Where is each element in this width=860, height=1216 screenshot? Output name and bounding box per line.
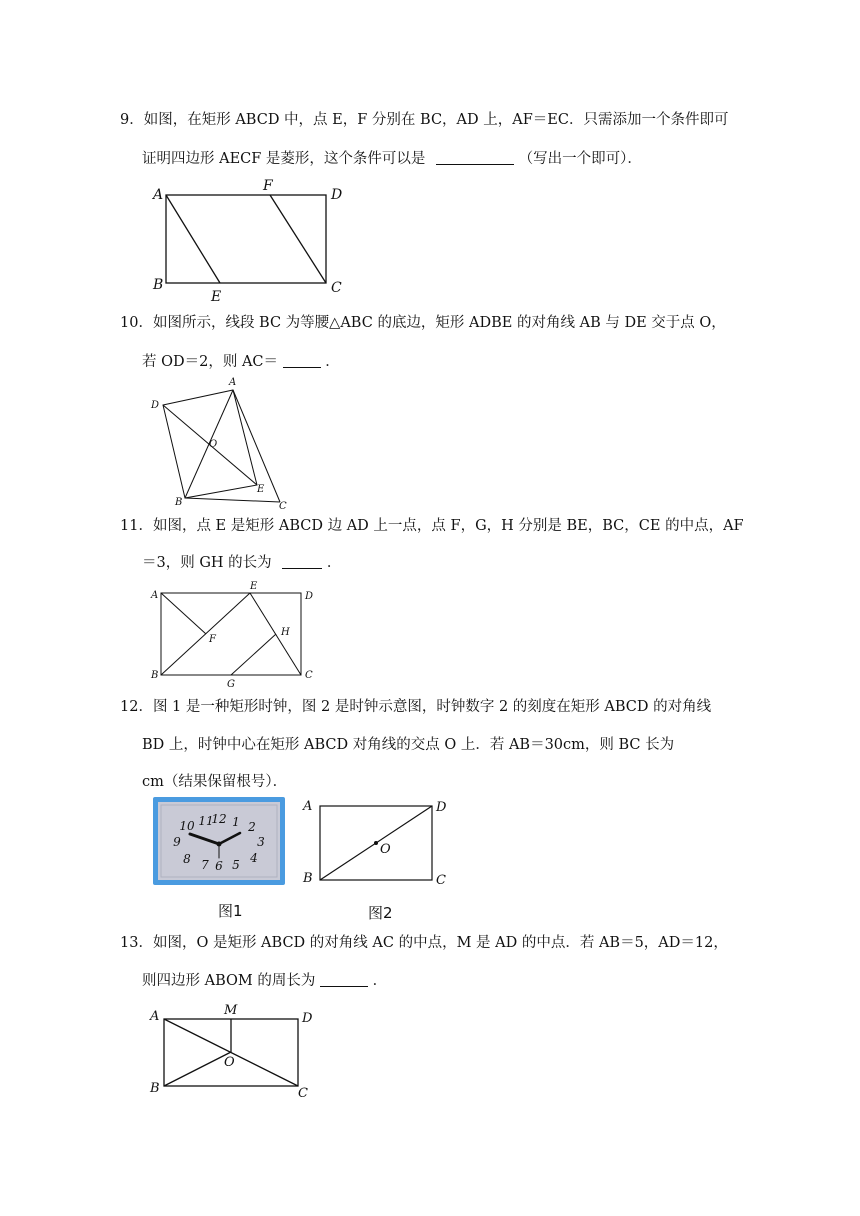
- question-9-line-2-tail: （写出一个即可）．: [518, 151, 642, 167]
- label-D: D: [151, 400, 160, 411]
- label-D: D: [331, 187, 343, 203]
- clock-number-6: 6: [215, 859, 223, 873]
- question-11-line-2: [142, 554, 341, 572]
- label-D: D: [436, 800, 447, 815]
- question-12-line-1: 12．图 1 是一种矩形时钟，图 2 是时钟示意图，时钟数字 2 的刻度在矩形 ABCD 的对角线: [120, 699, 712, 715]
- clock-photo: [152, 796, 286, 886]
- clock-number-8: 8: [183, 852, 191, 866]
- question-12-line-3: cm（结果保留根号）．: [142, 774, 288, 790]
- label-F: F: [209, 634, 216, 645]
- question-13-line-1: 13．如图，O 是矩形 ABCD 的对角线 AC 的中点，M 是 AD 的中点．若 AB＝5，AD＝12，: [120, 935, 728, 951]
- label-B: B: [303, 871, 313, 886]
- answer-blank-9[interactable]: [436, 150, 514, 165]
- question-10-line-1: 10．如图所示，线段 BC 为等腰△ABC 的底边，矩形 ADBE 的对角线 AB 与 DE 交于点 O，: [120, 315, 726, 331]
- label-A: A: [151, 590, 159, 601]
- figure-caption-1: 图1: [218, 902, 243, 920]
- label-O: O: [209, 439, 218, 450]
- label-B: B: [175, 497, 183, 508]
- clock-number-1: 1: [232, 815, 240, 829]
- question-13-line-2-tail: ．: [372, 973, 388, 989]
- label-A: A: [153, 187, 164, 203]
- question-10-line-2-tail: ．: [325, 354, 340, 370]
- label-A: A: [303, 799, 313, 814]
- answer-blank-11[interactable]: [282, 554, 322, 569]
- clock-number-10: 10: [179, 819, 195, 833]
- clock-number-4: 4: [250, 851, 258, 865]
- label-B: B: [151, 670, 159, 681]
- question-13-line-2-text: 则四边形 ABOM 的周长为: [142, 973, 316, 989]
- question-9-line-2: [142, 150, 642, 168]
- figure-10: [145, 372, 295, 512]
- label-A: A: [229, 377, 237, 388]
- label-O: O: [380, 842, 391, 857]
- clock-number-11: 11: [198, 814, 214, 828]
- clock-number-5: 5: [232, 858, 240, 872]
- question-11-line-1: 11．如图，点 E 是矩形 ABCD 边 AD 上一点，点 F，G，H 分别是 BE，BC，CE 的中点，AF: [120, 518, 744, 534]
- label-C: C: [436, 873, 446, 888]
- clock-number-9: 9: [173, 835, 181, 849]
- figure-9: [145, 175, 355, 305]
- figure-13: [145, 1000, 325, 1100]
- question-10-line-2: [142, 353, 340, 371]
- answer-blank-10[interactable]: [283, 353, 321, 368]
- question-12-line-2: BD 上，时钟中心在矩形 ABCD 对角线的交点 O 上．若 AB＝30cm，则 BC 长为: [142, 737, 675, 753]
- question-10-line-2-text: 若 OD＝2，则 AC＝: [142, 354, 279, 370]
- question-13-line-2: [142, 972, 387, 990]
- label-C: C: [298, 1086, 308, 1100]
- clock-number-3: 3: [257, 835, 265, 849]
- label-D: D: [302, 1011, 313, 1026]
- label-B: B: [153, 277, 164, 293]
- figure-11: [145, 578, 325, 690]
- clock-number-12: 12: [211, 812, 227, 826]
- label-M: M: [224, 1003, 238, 1018]
- question-11-line-2-tail: ．: [326, 555, 342, 571]
- label-G: G: [227, 679, 235, 690]
- clock-number-7: 7: [201, 858, 209, 872]
- label-C: C: [305, 670, 313, 681]
- label-E: E: [250, 581, 258, 592]
- label-C: C: [331, 280, 342, 296]
- figure-caption-2: 图2: [368, 904, 393, 922]
- figure-12: [298, 796, 458, 891]
- label-H: H: [281, 627, 290, 638]
- label-E: E: [257, 484, 265, 495]
- question-9-line-2-text: 证明四边形 AECF 是菱形，这个条件可以是: [142, 151, 426, 167]
- question-11-line-2-text: ＝3，则 GH 的长为: [142, 555, 272, 571]
- label-D: D: [305, 591, 314, 602]
- label-A: A: [150, 1009, 160, 1024]
- label-F: F: [263, 178, 273, 194]
- label-E: E: [211, 289, 222, 305]
- clock-number-2: 2: [248, 820, 256, 834]
- answer-blank-13[interactable]: [320, 972, 368, 987]
- label-C: C: [279, 501, 287, 512]
- label-O: O: [224, 1055, 235, 1070]
- question-9-line-1: 9．如图，在矩形 ABCD 中，点 E，F 分别在 BC，AD 上，AF＝EC．只需添加一个条件即可: [120, 112, 729, 128]
- label-B: B: [150, 1081, 160, 1096]
